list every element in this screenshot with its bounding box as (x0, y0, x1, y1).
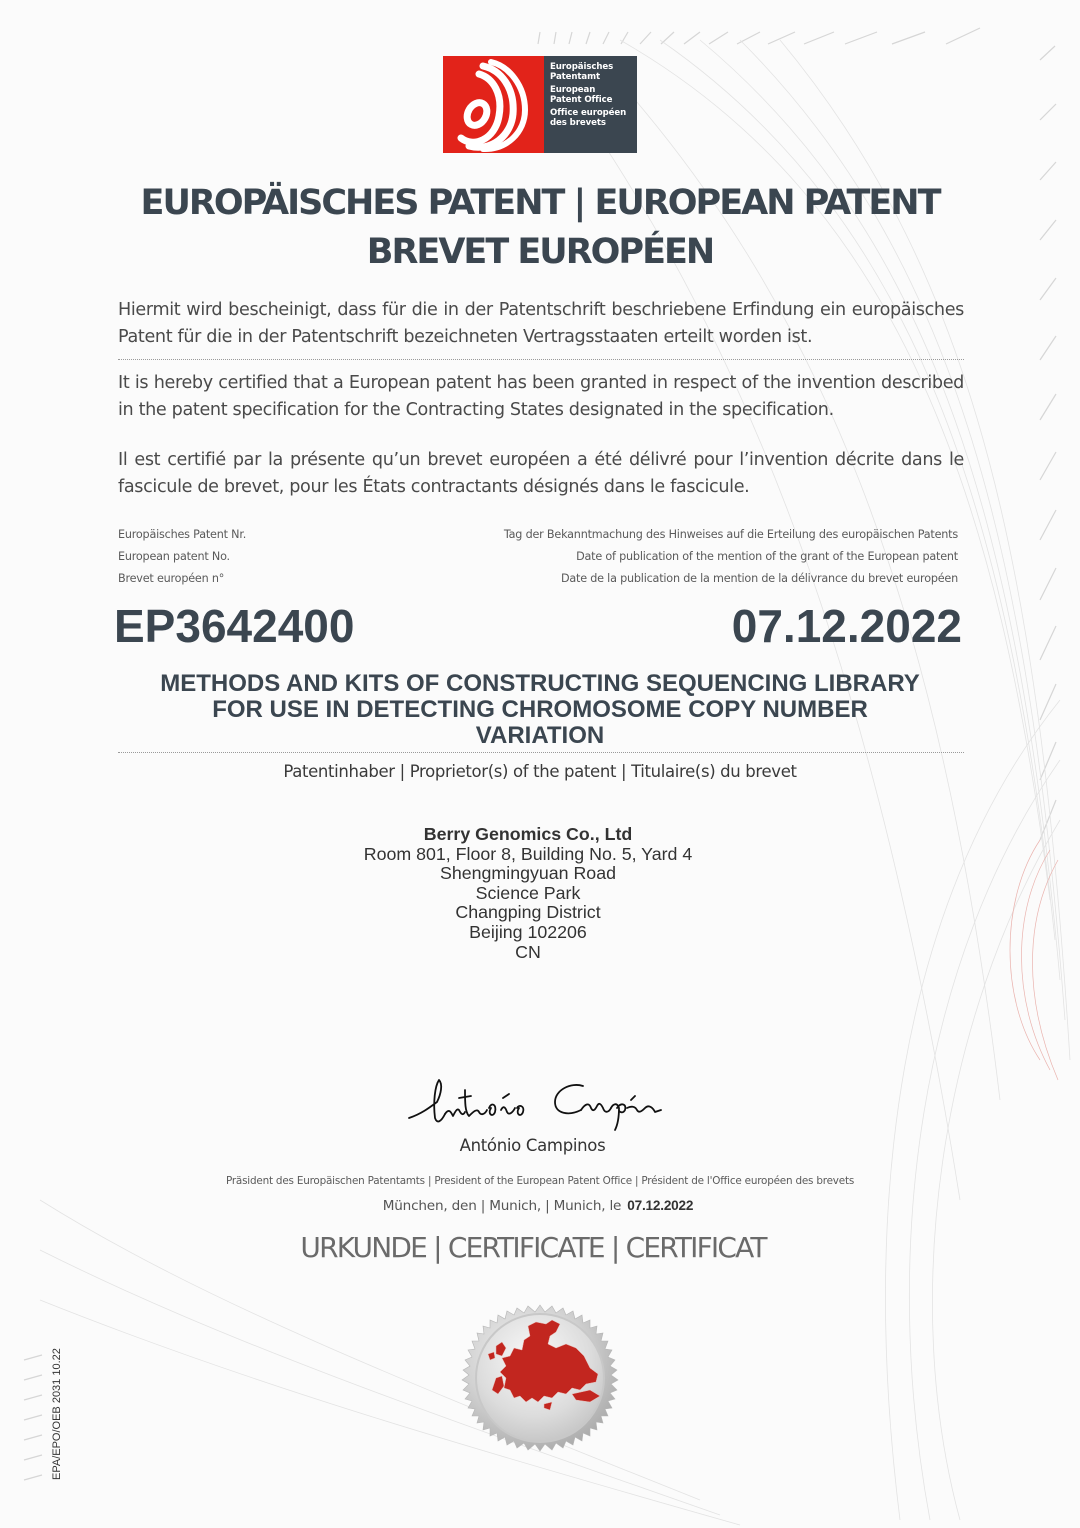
address-line: Shengmingyuan Road (440, 863, 616, 884)
publication-date: 07.12.2022 (731, 600, 962, 652)
patent-number: EP3642400 (114, 600, 355, 652)
address-line: Changping District (455, 902, 601, 923)
certification-text-en: It is hereby certified that a European patent has been granted in respect of the invention described in the patent specification for the Contracting States designated in the specification. (118, 373, 964, 420)
epo-logo-text (544, 56, 637, 153)
logo-text-line: Patent Office (550, 95, 613, 105)
patent-number-label-de: Europäisches Patent Nr. (118, 528, 247, 541)
epo-arcs-icon (443, 56, 544, 153)
patent-number-labels (118, 524, 246, 590)
address-line: Science Park (475, 882, 581, 903)
handwritten-signature (405, 1068, 665, 1132)
logo-text-line: Europäisches (550, 62, 614, 72)
proprietor-name: Berry Genomics Co., Ltd (423, 824, 633, 844)
place-date-line (0, 1195, 1076, 1217)
patent-number-label-fr: Brevet européen n° (118, 572, 225, 585)
publication-label-de: Tag der Bekanntmachung des Hinweises auf die Erteilung des europäischen Patents (503, 528, 958, 541)
certification-text-de: Hiermit wird bescheinigt, dass für die in der Patentschrift beschriebene Erfindung ein europäisches Patent für die in der Patentschrift bezeichneten Vertragsstaaten erteilt worden ist. (118, 300, 964, 347)
address-line: Beijing 102206 (469, 921, 587, 942)
dotted-divider (118, 359, 964, 360)
publication-label-en: Date of publication of the mention of the grant of the European patent (576, 550, 958, 563)
certificate-title-line1: EUROPÄISCHES PATENT | EUROPEAN PATENT (140, 183, 940, 223)
dotted-divider (118, 752, 964, 753)
signatory-name: António Campinos (459, 1136, 606, 1155)
patent-number-label-en: European patent No. (118, 550, 230, 563)
invention-title-line: METHODS AND KITS OF CONSTRUCTING SEQUENCING LIBRARY (160, 670, 920, 697)
address-line: CN (515, 941, 541, 962)
invention-title-line: FOR USE IN DETECTING CHROMOSOME COPY NUMBER (212, 696, 868, 723)
logo-text-line: Office européen (550, 108, 627, 118)
epo-logo-mark (443, 56, 544, 153)
invention-title (120, 671, 960, 749)
certificate-title-line2: BREVET EUROPÉEN (366, 232, 714, 272)
epo-logo (443, 56, 637, 153)
logo-text-line: European (550, 85, 596, 95)
publication-label-fr: Date de la publication de la mention de la délivrance du brevet européen (560, 572, 958, 585)
publication-date-labels (504, 524, 958, 590)
logo-text-line: des brevets (550, 118, 606, 128)
certification-text-fr: Il est certifié par la présente qu’un brevet européen a été délivré pour l’invention décrite dans le fascicule de brevet, pour les États contractants désignés dans le fascicule. (118, 450, 964, 497)
proprietor-heading: Patentinhaber | Proprietor(s) of the patent | Titulaire(s) du brevet (283, 762, 797, 781)
proprietor-address (0, 825, 1056, 962)
address-line: Room 801, Floor 8, Building No. 5, Yard 4 (363, 843, 693, 864)
signatory-role: Präsident des Europäischen Patentamts | President of the European Patent Office | Président de l'Office européen des brevets (225, 1175, 855, 1187)
europe-seal (440, 1278, 640, 1478)
invention-title-line: VARIATION (475, 722, 605, 749)
place-date: 07.12.2022 (627, 1198, 694, 1213)
place-label: München, den | Munich, | Munich, le (382, 1198, 622, 1214)
logo-text-line: Patentamt (550, 72, 600, 82)
certificate-label: URKUNDE | CERTIFICATE | CERTIFICAT (300, 1231, 766, 1264)
form-code: EPA/EPO/OEB 2031 10.22 (51, 1348, 63, 1480)
